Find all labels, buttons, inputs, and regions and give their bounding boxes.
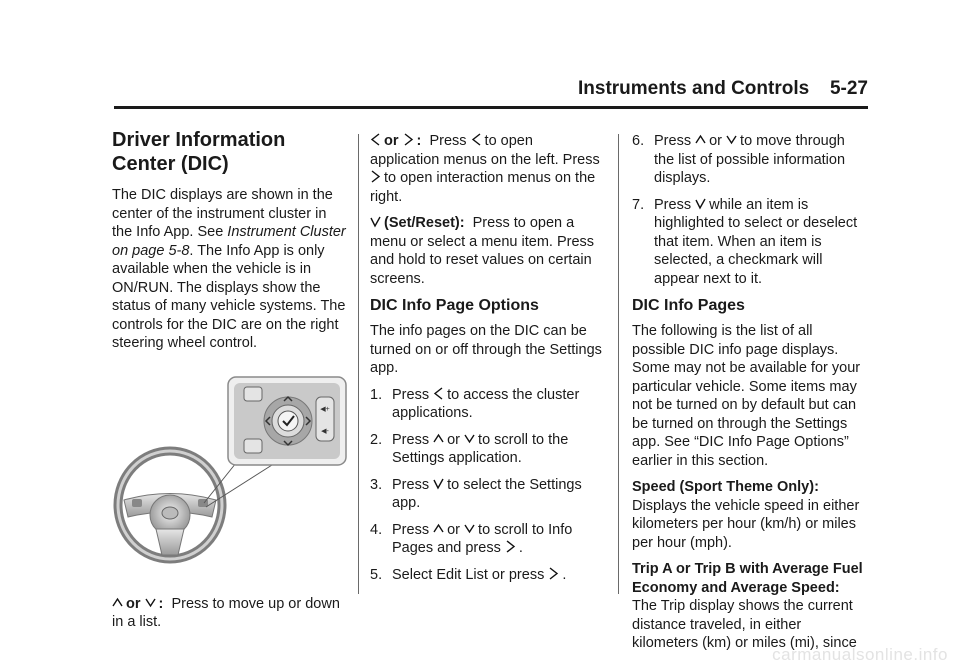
chevron-left-icon xyxy=(471,133,482,146)
leftright-text-a: Press xyxy=(429,133,467,149)
step-text: Press xyxy=(392,386,430,403)
column-divider xyxy=(358,134,359,594)
dic-intro-paragraph xyxy=(112,186,348,353)
chevron-down-icon xyxy=(464,432,475,445)
checkmark-icon xyxy=(695,197,706,210)
step-number: 1. xyxy=(370,386,383,403)
updown-text: Press to move up or down in a list. xyxy=(112,595,340,630)
leftright-text-b: to open application menus on the left. Press xyxy=(370,133,600,168)
step-6 xyxy=(632,132,868,188)
chevron-down-icon xyxy=(464,522,475,535)
chevron-up-icon xyxy=(433,432,444,445)
step-number: 4. xyxy=(370,521,383,538)
options-intro: The info pages on the DIC can be turned on or off through the Settings app. xyxy=(370,323,602,376)
chevron-left-icon xyxy=(433,387,444,400)
chevron-up-icon xyxy=(695,133,706,146)
options-steps-cont xyxy=(632,132,868,288)
step-4 xyxy=(370,521,606,558)
step-number: 7. xyxy=(632,196,645,213)
step-number: 5. xyxy=(370,566,383,583)
section-heading: Driver Information Center (DIC) xyxy=(112,129,286,175)
pages-intro: The following is the list of all possible DIC info page displays. Some may not be available for your particular vehicle. Some items may not be turned on by default but can be turned on through the Settings app. See “DIC Info Page Options” earlier in this section. xyxy=(632,323,861,469)
header-rule xyxy=(114,106,868,109)
step-text: Press xyxy=(654,196,692,213)
or-text: or xyxy=(709,133,723,149)
speed-entry xyxy=(632,478,868,552)
colon-label: : xyxy=(416,133,422,149)
page-header xyxy=(578,80,868,104)
chevron-down-icon xyxy=(726,133,737,146)
intro-text: The DIC displays are shown in the center of the instrument cluster in the Info App. See xyxy=(112,187,333,240)
setreset-description xyxy=(370,214,606,288)
column-2 xyxy=(370,132,606,592)
svg-text:◀+: ◀+ xyxy=(320,405,330,413)
svg-text:◀-: ◀- xyxy=(321,427,329,435)
or-label: or xyxy=(126,595,141,612)
subheading-info-pages: DIC Info Pages xyxy=(632,297,745,314)
step-1 xyxy=(370,386,606,423)
step-text: to scroll to Info Pages and press xyxy=(392,521,573,556)
chevron-up-icon xyxy=(433,522,444,535)
setreset-label: (Set/Reset): xyxy=(384,215,465,231)
steering-wheel xyxy=(118,451,222,559)
updown-description xyxy=(112,595,348,632)
setreset-text: Press to open a menu or select a menu item. Press and hold to reset values on certain screens. xyxy=(370,215,595,287)
column-1 xyxy=(112,128,348,640)
trip-text: The Trip display shows the current distance traveled, in either kilometers (km) or miles (mi), since xyxy=(632,598,857,651)
step-number: 3. xyxy=(370,476,383,493)
step-text: . xyxy=(562,566,567,583)
step-text: . xyxy=(518,540,523,556)
step-5 xyxy=(370,566,606,585)
trip-entry xyxy=(632,560,868,653)
step-text: while an item is highlighted to select or deselect that item. When an item is selected, a checkmark will appear next to it. xyxy=(654,196,858,287)
colon-label: : xyxy=(158,595,164,612)
step-number: 2. xyxy=(370,431,383,448)
checkmark-icon xyxy=(433,477,444,490)
or-label: or xyxy=(384,133,399,149)
leftright-text-c: to open interaction menus on the right. xyxy=(370,170,596,205)
options-steps xyxy=(370,386,606,585)
chevron-down-icon xyxy=(145,596,156,609)
step-text: to select the Settings app. xyxy=(392,476,582,511)
step-text: Select Edit List or press xyxy=(392,566,545,583)
intro-text-cont: . The Info App is only available when the vehicle is in ON/RUN. The displays show the status of many vehicle systems. The controls for the DIC are on the right steering wheel control. xyxy=(112,242,346,351)
chevron-right-icon xyxy=(403,133,414,146)
trip-label: Trip A or Trip B with Average Fuel Economy and Average Speed: xyxy=(632,561,863,596)
step-3 xyxy=(370,476,606,513)
chevron-up-icon xyxy=(112,596,123,609)
page-number: 5-27 xyxy=(829,78,868,99)
step-text: Press xyxy=(654,133,692,149)
or-text: or xyxy=(447,431,461,448)
chevron-left-icon xyxy=(370,133,381,146)
step-text: to scroll to the Settings application. xyxy=(392,431,569,466)
column-3 xyxy=(632,132,868,661)
step-7 xyxy=(632,196,868,289)
step-text: Press xyxy=(392,431,430,448)
leftright-description xyxy=(370,132,606,206)
watermark: carmanualsonline.info xyxy=(772,644,948,664)
speed-label: Speed (Sport Theme Only): xyxy=(632,479,819,495)
column-divider xyxy=(618,134,619,594)
step-text: to access the cluster applications. xyxy=(392,386,580,421)
speed-text: Displays the vehicle speed in either kilometers per hour (km/h) or miles per hour (mph). xyxy=(632,497,860,551)
steering-wheel-controls-illustration xyxy=(112,375,348,581)
step-2 xyxy=(370,431,606,468)
checkmark-icon xyxy=(370,215,381,228)
section-title: Instruments and Controls xyxy=(578,78,810,99)
subheading-info-page-options: DIC Info Page Options xyxy=(370,297,539,314)
chevron-right-icon xyxy=(548,567,559,580)
step-text: to move through the list of possible information displays. xyxy=(654,133,846,186)
step-number: 6. xyxy=(632,133,645,149)
steering-wheel-diagram xyxy=(112,375,348,581)
chevron-right-icon xyxy=(370,170,381,183)
step-text: Press xyxy=(392,521,430,538)
control-closeup xyxy=(228,377,346,465)
or-text: or xyxy=(447,521,461,538)
chevron-right-icon xyxy=(505,540,516,553)
instrument-cluster-link[interactable]: Instrument Cluster on page 5-8 xyxy=(112,224,346,259)
step-text: Press xyxy=(392,476,430,493)
